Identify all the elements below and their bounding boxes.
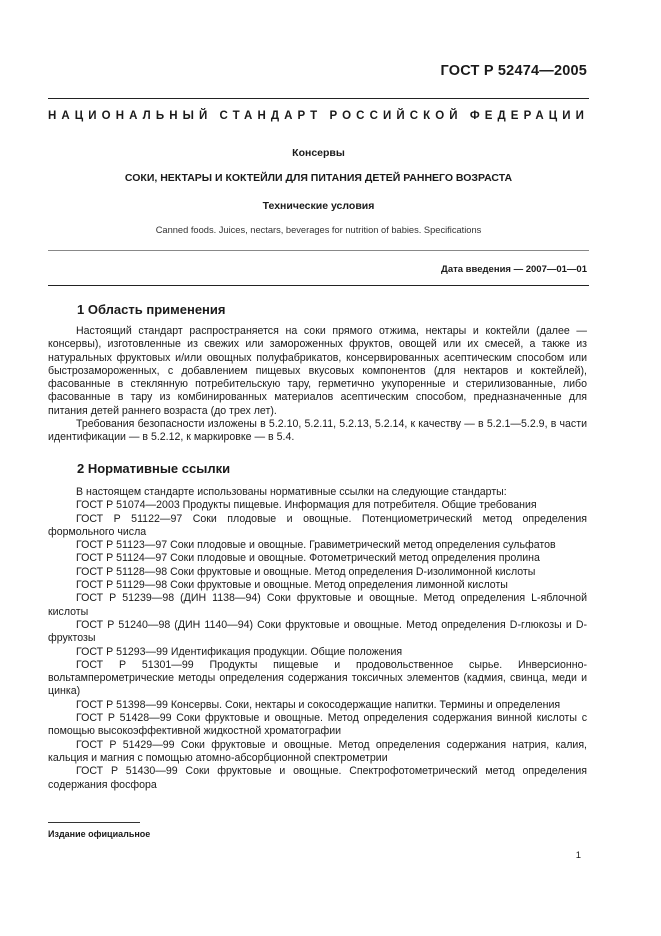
reference-item: ГОСТ Р 51301—99 Продукты пищевые и продовольственное сырье. Инверсионно-вольтамперометрические методы определения содержания токсичных элементов (кадмия, свинца, меди и цинка)	[48, 658, 587, 698]
reference-item: ГОСТ Р 51123—97 Соки плодовые и овощные. Гравиметрический метод определения сульфатов	[76, 539, 556, 552]
paragraph: Требования безопасности изложены в 5.2.10, 5.2.11, 5.2.13, 5.2.14, к качеству — в 5.2.1—5.2.9, в части идентификации — в 5.2.12, к маркировке — в 5.4.	[48, 418, 587, 444]
paragraph: В настоящем стандарте использованы нормативные ссылки на следующие стандарты:	[76, 486, 507, 498]
edition-label: Издание официальное	[48, 829, 151, 839]
national-standard-banner	[48, 110, 589, 122]
section-1-heading: 1 Область применения	[77, 302, 226, 317]
date-rule	[48, 285, 589, 286]
banner-word: РОССИЙСКОЙ	[329, 110, 463, 122]
title-main: СОКИ, НЕКТАРЫ И КОКТЕЙЛИ ДЛЯ ПИТАНИЯ ДЕТЕЙ РАННЕГО ВОЗРАСТА	[124, 172, 513, 184]
banner-word: ФЕДЕРАЦИИ	[469, 110, 589, 122]
page-number: 1	[575, 850, 581, 861]
reference-item: ГОСТ Р 51428—99 Соки фруктовые и овощные. Метод определения содержания винной кислоты с помощью высокоэффективной жидкостной хроматографии	[48, 712, 587, 738]
reference-item: ГОСТ Р 51430—99 Соки фруктовые и овощные. Спектрофотометрический метод определения содержания фосфора	[48, 765, 587, 791]
reference-item: ГОСТ Р 51074—2003 Продукты пищевые. Информация для потребителя. Общие требования	[76, 499, 537, 512]
title-subtitle: Технические условия	[262, 200, 375, 212]
section-2-body	[48, 486, 587, 792]
title-category: Консервы	[292, 147, 345, 159]
banner-word: СТАНДАРТ	[219, 110, 323, 122]
reference-item: ГОСТ Р 51293—99 Идентификация продукции. Общие положения	[76, 645, 403, 658]
section-1-body	[48, 325, 587, 445]
reference-item: ГОСТ Р 51129—98 Соки фруктовые и овощные. Метод определения лимонной кислоты	[76, 579, 508, 592]
title-english: Canned foods. Juices, nectars, beverages for nutrition of babies. Specifications	[155, 225, 482, 235]
footer-rule	[48, 822, 140, 823]
reference-item: ГОСТ Р 51124—97 Соки плодовые и овощные. Фотометрический метод определения пролина	[76, 552, 540, 565]
reference-item: ГОСТ Р 51398—99 Консервы. Соки, нектары и сокосодержащие напитки. Термины и определения	[76, 698, 561, 711]
document-code: ГОСТ Р 52474—2005	[440, 63, 587, 79]
reference-item: ГОСТ Р 51122—97 Соки плодовые и овощные. Потенциометрический метод определения формольного числа	[48, 512, 587, 538]
header-rule	[48, 98, 589, 99]
banner-word: НАЦИОНАЛЬНЫЙ	[48, 110, 213, 122]
reference-item: ГОСТ Р 51240—98 (ДИН 1140—94) Соки фруктовые и овощные. Метод определения D-глюкозы и D-фруктозы	[48, 618, 587, 645]
effective-date: Дата введения — 2007—01—01	[441, 264, 587, 275]
reference-item: ГОСТ Р 51128—98 Соки фруктовые и овощные. Метод определения D-изолимонной кислоты	[76, 565, 536, 578]
section-2-heading: 2 Нормативные ссылки	[77, 461, 231, 476]
title-rule	[48, 250, 589, 251]
reference-item: ГОСТ Р 51429—99 Соки фруктовые и овощные. Метод определения содержания натрия, калия, кальция и магния с помощью атомно-абсорбционной спектрометрии	[48, 738, 587, 764]
reference-item: ГОСТ Р 51239—98 (ДИН 1138—94) Соки фруктовые и овощные. Метод определения L-яблочной кислоты	[48, 592, 587, 618]
paragraph: Настоящий стандарт распространяется на соки прямого отжима, нектары и коктейли (далее — консервы), изготовленные из свежих или замороженных фруктов, овощей или их смесей, а также из натуральных фруктовых и/или овощных полуфабрикатов, консервированных асептическим способом или быстрозамороженных, с добавлением пищевых вкусовых компонентов (для нектаров и коктейлей), фасованные в стеклянную потребительскую тару, герметично укупоренные и стерилизованные, либо фасованные в тару из комбинированных материалов асептическим способом, предназначенные для питания детей раннего возраста (до трех лет).	[48, 325, 587, 417]
